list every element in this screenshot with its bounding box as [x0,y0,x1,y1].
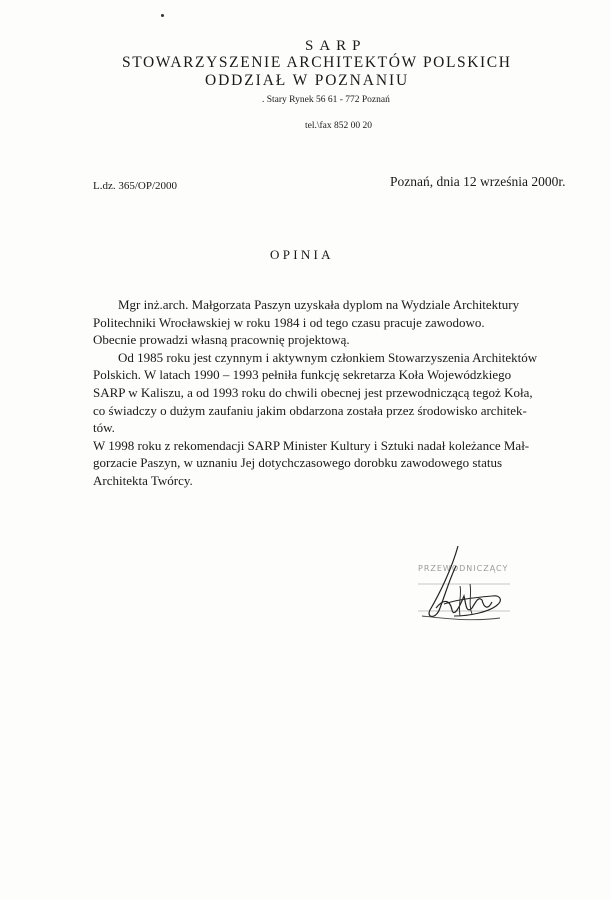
org-name: STOWARZYSZENIE ARCHITEKTÓW POLSKICH [122,54,512,71]
body-line: Od 1985 roku jest czynnym i aktywnym członkiem Stowarzyszenia Architektów [118,349,538,365]
body-line: Politechniki Wrocławskiej w roku 1984 i od tego czasu pracuje zawodowo. [93,314,485,330]
stamp-text: PRZEWODNICZĄCY [418,564,509,573]
body-line: SARP w Kaliszu, a od 1993 roku do chwili obecnej jest przewodniczącą tegoż Koła, [93,384,533,400]
body-line: gorzacie Paszyn, w uznaniu Jej dotychczasowego dorobku zawodowego status [93,455,503,471]
document-title: OPINIA [270,247,334,262]
body-line: Architekta Twórcy. [93,472,193,488]
reference-number: L.dz. 365/OP/2000 [93,180,178,192]
document-body [93,296,611,490]
org-branch: ODDZIAŁ W POZNANIU [205,72,410,89]
body-line: tów. [93,420,115,436]
org-acronym: SARP [305,38,367,54]
signature-stroke [429,546,458,617]
org-phone: tel.\fax 852 00 20 [305,121,373,131]
body-line: W 1998 roku z rekomendacji SARP Minister Kultury i Sztuki nadał koleżance Mał- [93,437,530,453]
body-line: Obecnie prowadzi własną pracownię projektową. [93,332,350,348]
org-address: . Stary Rynek 56 61 - 772 Poznań [262,95,390,105]
signature-stamp [400,538,530,638]
signature-stroke [444,596,500,616]
document-date: Poznań, dnia 12 września 2000r. [390,174,566,189]
body-line: Mgr inż.arch. Małgorzata Paszyn uzyskała dyplom na Wydziale Architektury [118,297,520,312]
body-line: Polskich. W latach 1990 – 1993 pełniła funkcję sekretarza Koła Wojewódzkiego [93,367,512,383]
body-line: co świadczy o dużym zaufaniu jakim obdarzona została przez środowisko architek- [93,402,527,418]
scan-speck [161,14,164,17]
